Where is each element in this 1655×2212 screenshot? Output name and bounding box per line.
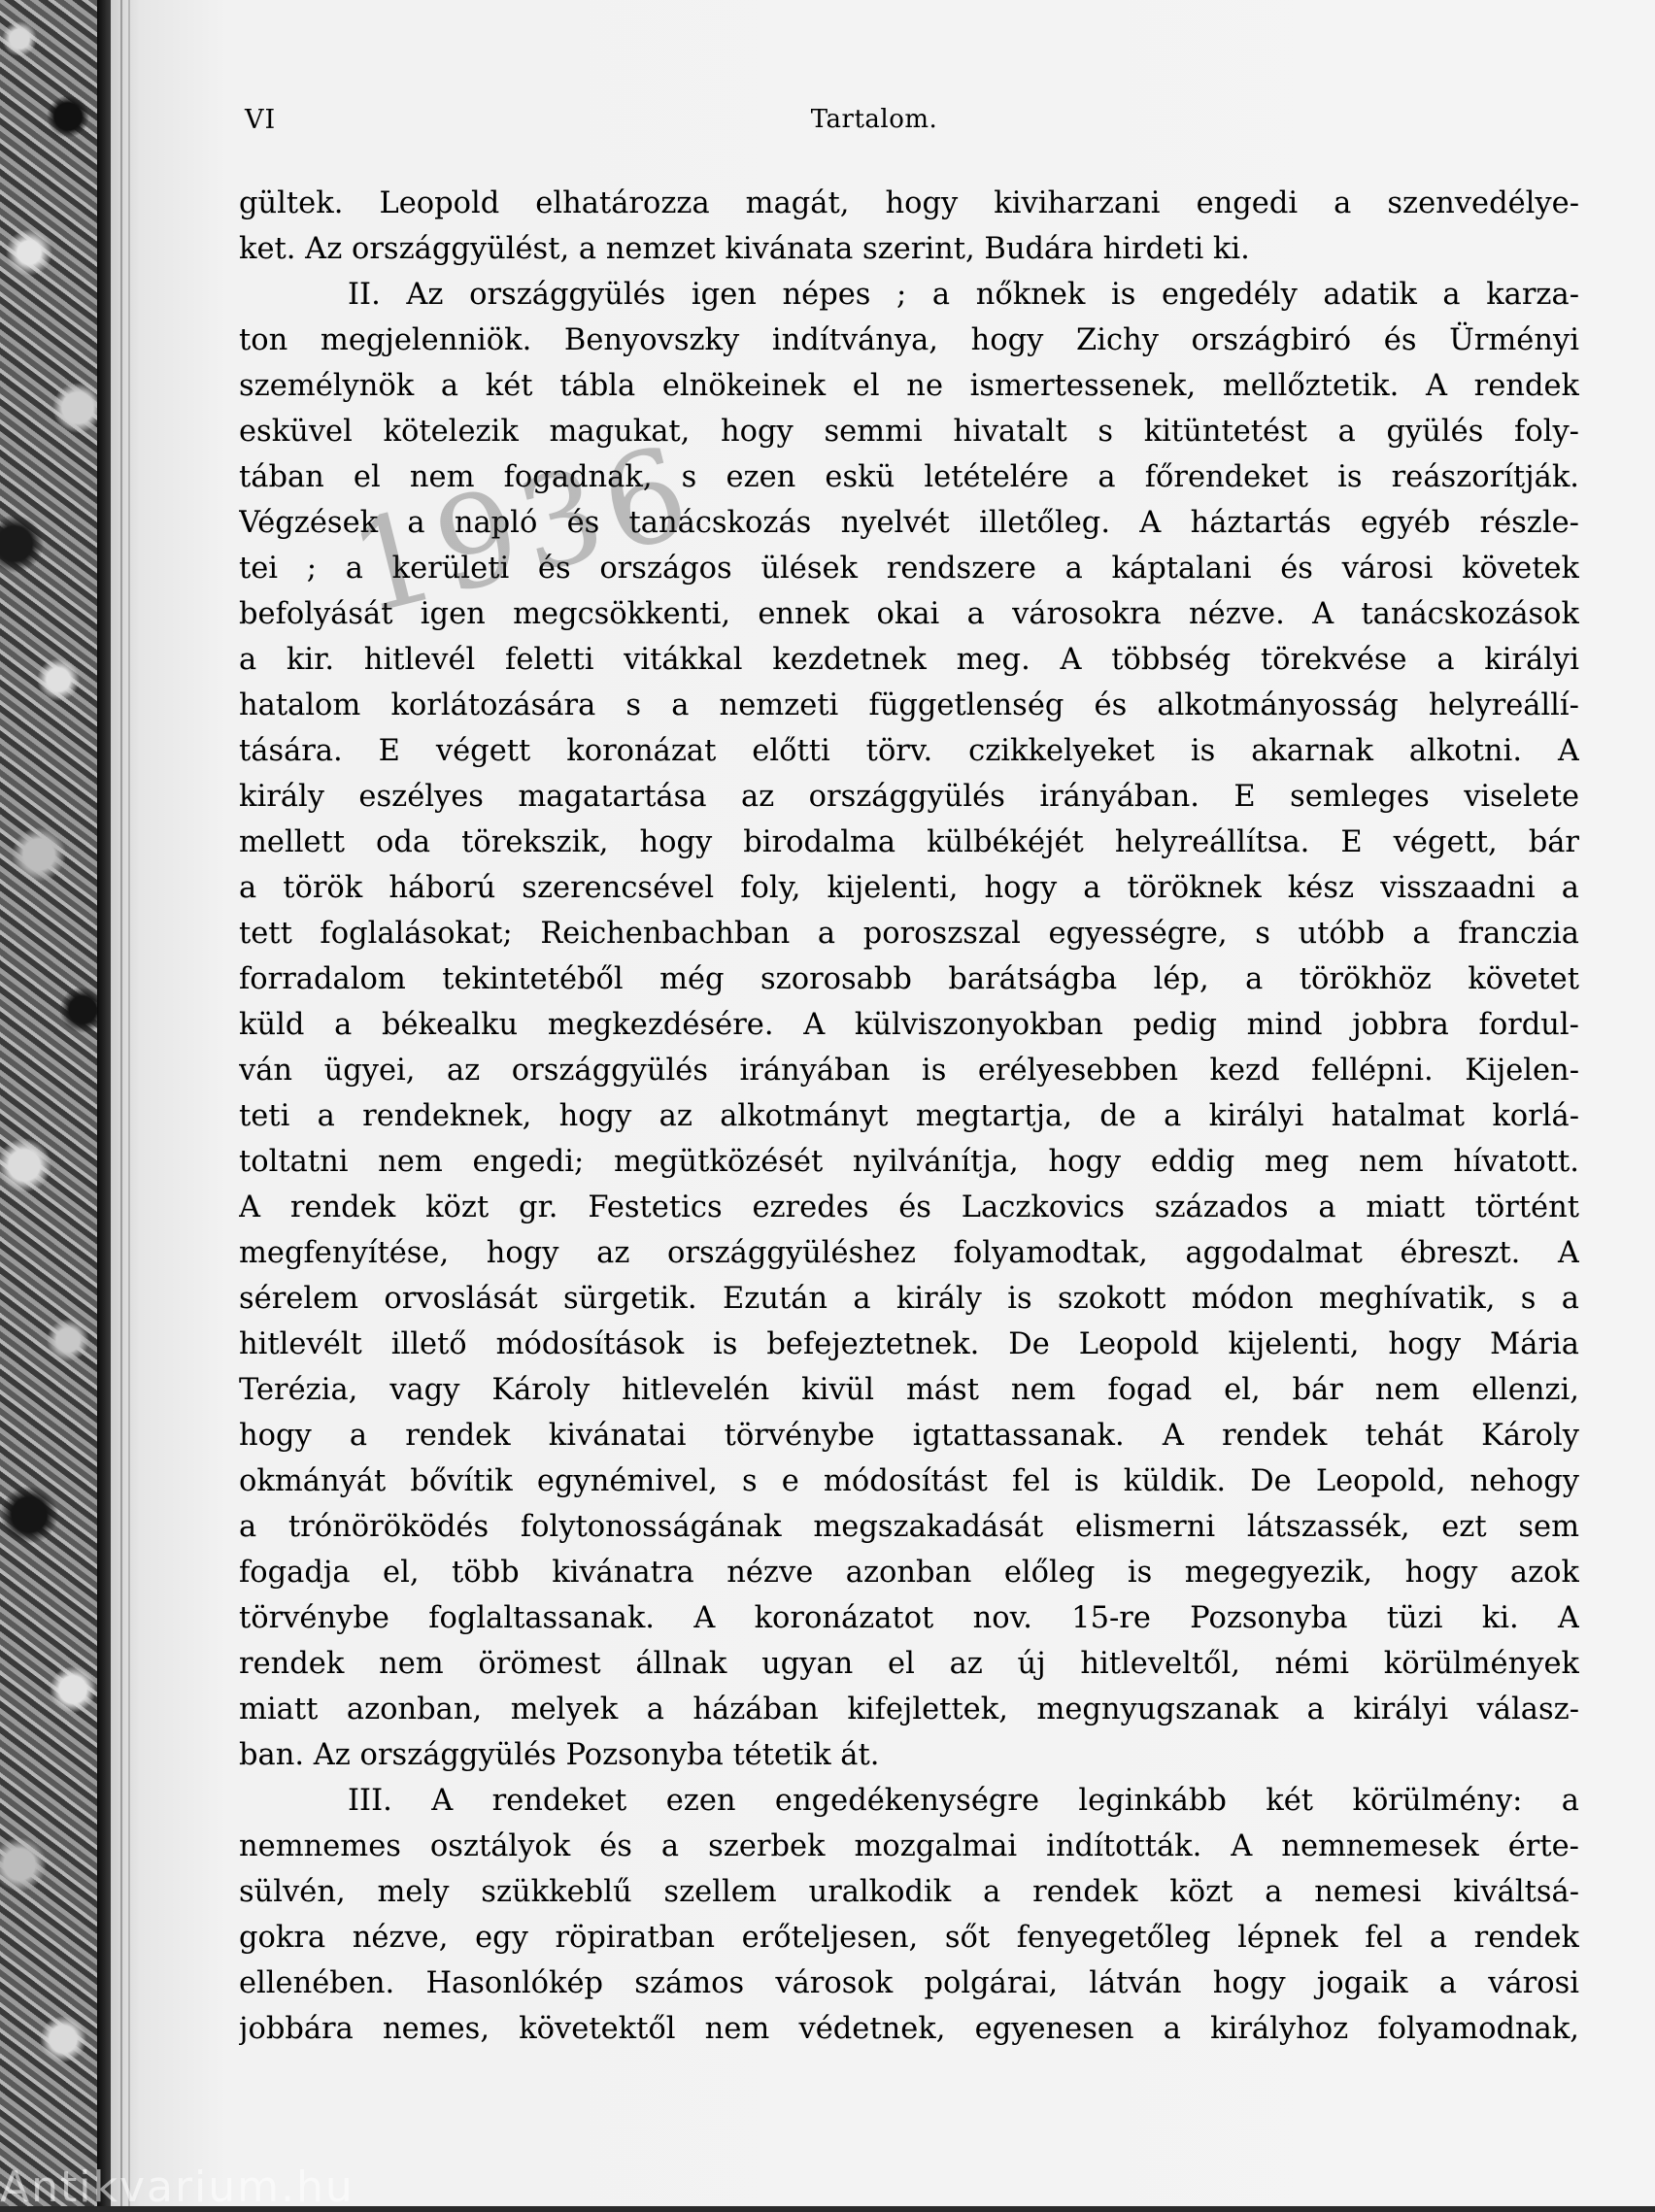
text-line: teti a rendeknek, hogy az alkotmányt megtartja, de a királyi hatalmat korlá- <box>239 1099 1579 1133</box>
text-line: ket. Az országgyülést, a nemzet kivánata szerint, Budára hirdeti ki. <box>239 232 1250 266</box>
text-line: rendek nem örömest állnak ugyan el az új hitleveltől, némi körülmények <box>239 1647 1579 1681</box>
text-line: II. Az országgyülés igen népes ; a nőknek is engedély adatik a karza- <box>348 278 1579 312</box>
running-title: Tartalom. <box>810 105 938 134</box>
text-line: mellett oda törekszik, hogy birodalma külbékéjét helyreállítsa. E végett, bár <box>239 825 1579 859</box>
text-line: Terézia, vagy Károly hitlevelén kivül mást nem fogad el, bár nem ellenzi, <box>239 1373 1579 1407</box>
watermark: Antikvarium.hu <box>0 2162 355 2212</box>
body-text <box>239 181 1579 2052</box>
text-line: ellenében. Hasonlókép számos városok polgárai, látván hogy jogaik a városi <box>239 1966 1579 2000</box>
text-line: toltatni nem engedi; megütközését nyilvánítja, hogy eddig meg nem hívatott. <box>239 1145 1579 1179</box>
text-line: tására. E végett koronázat előtti törv. czikkelyeket is akarnak alkotni. A <box>239 734 1579 768</box>
text-line: forradalom tekintetéből még szorosabb barátságba lép, a törökhöz követet <box>239 962 1579 996</box>
text-line: III. A rendeket ezen engedékenységre leginkább két körülmény: a <box>348 1784 1579 1818</box>
text-line: törvénybe foglaltassanak. A koronázatot nov. 15-re Pozsonyba tüzi ki. A <box>239 1601 1579 1635</box>
text-line: jobbára nemes, követektől nem védetnek, egyenesen a királyhoz folyamodnak, <box>239 2012 1579 2046</box>
library-stamp: 1936 <box>336 417 707 644</box>
text-line: személynök a két tábla elnökeinek el ne ismertessenek, mellőztetik. A rendek <box>239 369 1579 403</box>
text-line: a trónöröködés folytonosságának megszakadását elismerni látszassék, ezt sem <box>239 1510 1579 1544</box>
text-line: miatt azonban, melyek a házában kifejlettek, megnyugszanak a királyi válasz- <box>239 1693 1579 1726</box>
text-line: megfenyítése, hogy az országgyüléshez folyamodtak, aggodalmat ébreszt. A <box>239 1236 1579 1270</box>
text-line: Végzések a napló és tanácskozás nyelvét illetőleg. A háztartás egyéb részle- <box>239 506 1579 540</box>
page-number: VI <box>245 105 277 135</box>
text-line: hatalom korlátozására s a nemzeti függetlenség és alkotmányosság helyreállí- <box>239 688 1579 722</box>
book-cover-edge <box>97 0 111 2206</box>
text-line: gültek. Leopold elhatározza magát, hogy kiviharzani engedi a szenvedélye- <box>239 186 1579 220</box>
text-line: tában el nem fogadnak, s ezen eskü letételére a főrendeket is reászorítják. <box>239 460 1579 494</box>
text-line: nemnemes osztályok és a szerbek mozgalmai indították. A nemnemesek érte- <box>239 1829 1579 1863</box>
text-line: fogadja el, több kivánatra nézve azonban előleg is megegyezik, hogy azok <box>239 1556 1579 1590</box>
book-cover <box>0 0 105 2206</box>
text-line: hogy a rendek kivánatai törvénybe igtattassanak. A rendek tehát Károly <box>239 1419 1579 1453</box>
gutter-line <box>120 0 122 2206</box>
text-line: ván ügyei, az országgyülés irányában is erélyesebben kezd fellépni. Kijelen- <box>239 1054 1579 1088</box>
text-line: küld a békealku megkezdésére. A külviszonyokban pedig mind jobbra fordul- <box>239 1008 1579 1042</box>
text-line: ton megjelenniök. Benyovszky indítványa, hogy Zichy országbiró és Ürményi <box>239 323 1579 357</box>
text-line: király eszélyes magatartása az országgyülés irányában. E semleges viselete <box>239 780 1579 814</box>
text-line: ban. Az országgyülés Pozsonyba tétetik át. <box>239 1738 880 1772</box>
text-line: sérelem orvoslását sürgetik. Ezután a király is szokott módon meghívatik, s a <box>239 1282 1579 1316</box>
text-line: A rendek közt gr. Festetics ezredes és Laczkovics százados a miatt történt <box>239 1190 1579 1224</box>
text-line: a kir. hitlevél feletti vitákkal kezdetnek meg. A többség törekvése a királyi <box>239 643 1579 677</box>
text-line: befolyását igen megcsökkenti, ennek okai a városokra nézve. A tanácskozások <box>239 597 1579 631</box>
text-line: esküvel kötelezik magukat, hogy semmi hivatalt s kitüntetést a gyülés foly- <box>239 415 1579 449</box>
text-line: hitlevélt illető módosítások is befejeztetnek. De Leopold kijelenti, hogy Mária <box>239 1327 1579 1361</box>
page-header <box>245 105 1503 144</box>
text-line: a török háború szerencsével foly, kijelenti, hogy a töröknek kész visszaadni a <box>239 871 1579 905</box>
text-line: gokra nézve, egy röpiratban erőteljesen, sőt fenyegetőleg lépnek fel a rendek <box>239 1921 1579 1955</box>
text-line: sülvén, mely szükkeblű szellem uralkodik a rendek közt a nemesi kiváltsá- <box>239 1875 1579 1909</box>
text-line: tett foglalásokat; Reichenbachban a poroszszal egyességre, s utóbb a franczia <box>239 917 1579 951</box>
text-line: tei ; a kerületi és országos ülések rendszere a káptalani és városi követek <box>239 552 1579 586</box>
gutter-line <box>128 0 130 2206</box>
text-line: okmányát bővítik egynémivel, s e módosítást fel is küldik. De Leopold, nehogy <box>239 1464 1579 1498</box>
